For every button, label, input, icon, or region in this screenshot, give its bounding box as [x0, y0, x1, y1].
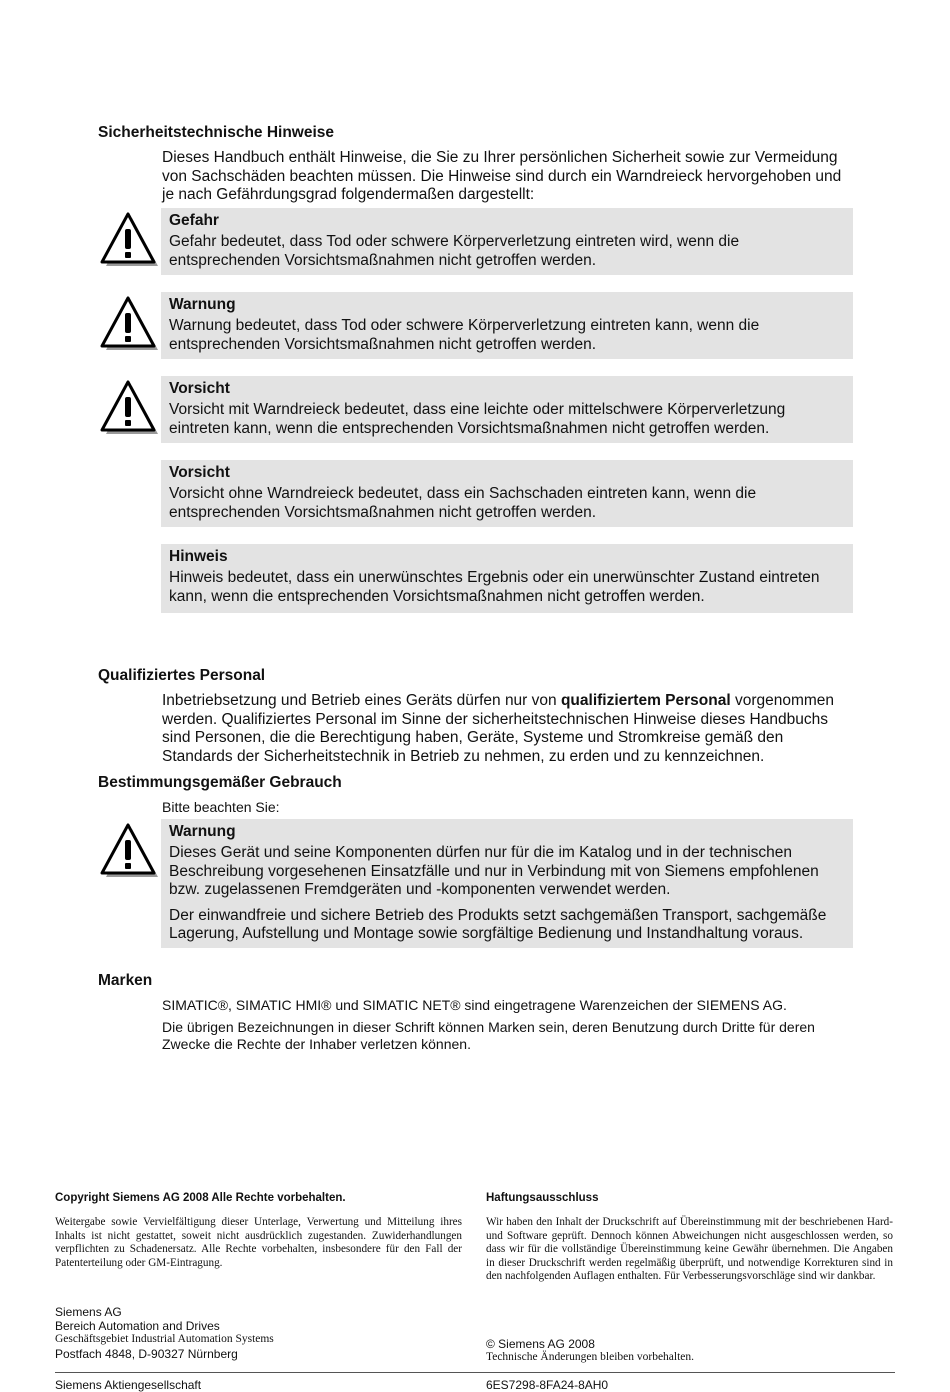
section-title-intended-use: Bestimmungsgemäßer Gebrauch: [98, 774, 342, 791]
footer-divider: [55, 1372, 895, 1373]
footer-copyright-title: Copyright Siemens AG 2008 Alle Rechte vorbehalten.: [55, 1192, 346, 1204]
qualified-emphasis: qualifiziertem Personal: [560, 692, 731, 709]
warning-triangle-icon: [100, 380, 160, 436]
notice-title: Warnung: [169, 296, 236, 313]
notice-title: Vorsicht: [169, 380, 230, 397]
notice-text: Hinweis bedeutet, dass ein unerwünschtes Ergebnis oder ein unerwünschter Zustand eintreten kann, wenn die entsprechenden Vorsichtsmaßnahmen nicht getroffen werden.: [169, 569, 820, 605]
notice-intended-use-warning: [161, 819, 853, 948]
safety-intro: Dieses Handbuch enthält Hinweise, die Sie zu Ihrer persönlichen Sicherheit sowie zur Vermeidung von Sachschäden beachten müssen. Die Hinweise sind durch ein Warndreieck hervorgehoben und je nach Gefährdungsgrad folgendermaßen dargestellt:: [162, 149, 842, 203]
footer-address-line: Postfach 4848, D-90327 Nürnberg: [55, 1347, 238, 1361]
section-title-safety: Sicherheitstechnische Hinweise: [98, 124, 335, 141]
notice-title: Warnung: [169, 823, 236, 840]
notice-text: Gefahr bedeutet, dass Tod oder schwere Körperverletzung eintreten wird, wenn die entsprechenden Vorsichtsmaßnahmen nicht getroffen werden.: [169, 233, 740, 269]
notice-text: Warnung bedeutet, dass Tod oder schwere Körperverletzung eintreten kann, wenn die entsprechenden Vorsichtsmaßnahmen nicht getroffen werden.: [169, 317, 760, 353]
qualified-text-part: vorgenommen werden. Qualifiziertes Personal im Sinne der sicherheitstechnischen Hinweise dieses Handbuchs sind Personen, die die Berechtigung haben, Geräte, Systeme und Stromkreise gemäß den Standards der Sicherheitstechnik in Betrieb zu nehmen, zu erden und zu kennzeichnen.: [162, 692, 835, 765]
footer-disclaimer-text: Wir haben den Inhalt der Druckschrift auf Übereinstimmung mit der beschriebenen Hard- und Software geprüft. Dennoch können Abweichungen nicht ausgeschlossen werden, so dass wir für die vollständige Übereinstimmung keine Gewähr übernehmen. Die Angaben in dieser Druckschrift werden regelmäßig überprüft, und notwendige Korrekturen sind in den nachfolgenden Auflagen enthalten. Für Verbesserungsvorschläge sind wir dankbar.: [486, 1216, 893, 1283]
section-title-trademarks: Marken: [98, 972, 153, 989]
footer-address-line: Siemens AG: [55, 1305, 122, 1319]
notice-text: Der einwandfreie und sichere Betrieb des Produkts setzt sachgemäßen Transport, sachgemäße Lagerung, Aufstellung und Montage sowie sorgfältige Bedienung und Instandhaltung voraus.: [169, 906, 827, 942]
footer-changes-note: Technische Änderungen bleiben vorbehalten.: [486, 1351, 695, 1363]
footer-company: Siemens Aktiengesellschaft: [55, 1378, 202, 1392]
notice-caution: [161, 460, 853, 527]
footer-address-line: Bereich Automation and Drives: [55, 1319, 220, 1333]
notice-warning: [161, 292, 853, 359]
trademarks-line2: Die übrigen Bezeichnungen in dieser Schrift können Marken sein, deren Benutzung durch Dritte für deren Zwecke die Rechte der Inhaber verletzen können.: [162, 1019, 815, 1052]
intended-use-note: Bitte beachten Sie:: [162, 799, 280, 815]
notice-text: Vorsicht ohne Warndreieck bedeutet, dass ein Sachschaden eintreten kann, wenn die entsprechenden Vorsichtsmaßnahmen nicht getroffen werden.: [169, 485, 757, 521]
warning-triangle-icon: [100, 212, 160, 268]
footer-disclaimer-title: Haftungsausschluss: [486, 1192, 599, 1204]
warning-triangle-icon: [100, 296, 160, 352]
notice-caution-triangle: [161, 376, 853, 443]
trademarks-line1: SIMATIC®, SIMATIC HMI® und SIMATIC NET® sind eingetragene Warenzeichen der SIEMENS AG.: [162, 997, 787, 1013]
warning-triangle-icon: [100, 823, 160, 879]
footer-copyright-mark: © Siemens AG 2008: [486, 1337, 595, 1351]
notice-text: Vorsicht mit Warndreieck bedeutet, dass eine leichte oder mittelschwere Körperverletzung eintreten kann, wenn die entsprechenden Vorsichtsmaßnahmen nicht getroffen werden.: [169, 401, 786, 437]
notice-text: Dieses Gerät und seine Komponenten dürfen nur für die im Katalog und in der technischen Beschreibung vorgesehenen Einsatzfälle und nur in Verbindung mit von Siemens empfohlenen bzw. zugelassenen Fremdgeräten und -komponenten verwendet werden.: [169, 844, 819, 898]
section-title-qualified: Qualifiziertes Personal: [98, 667, 266, 684]
footer-copyright-text: Weitergabe sowie Vervielfältigung dieser Unterlage, Verwertung und Mitteilung ihres Inhalts ist nicht gestattet, soweit nicht ausdrücklich zugestanden. Zuwiderhandlungen verpflichten zu Schadenersatz. Alle Rechte vorbehalten, insbesondere für den Fall der Patenterteilung oder GM-Eintragung.: [55, 1216, 462, 1269]
notice-title: Hinweis: [169, 548, 228, 565]
notice-danger: [161, 208, 853, 275]
qualified-text-part: Inbetriebsetzung und Betrieb eines Geräts dürfen nur von: [162, 692, 561, 709]
notice-hint: [161, 544, 853, 613]
notice-title: Gefahr: [169, 212, 219, 229]
footer-order-number: 6ES7298-8FA24-8AH0: [486, 1378, 609, 1392]
qualified-text: [162, 692, 857, 766]
notice-title: Vorsicht: [169, 464, 230, 481]
footer-address-line: Geschäftsgebiet Industrial Automation Systems: [55, 1333, 274, 1345]
